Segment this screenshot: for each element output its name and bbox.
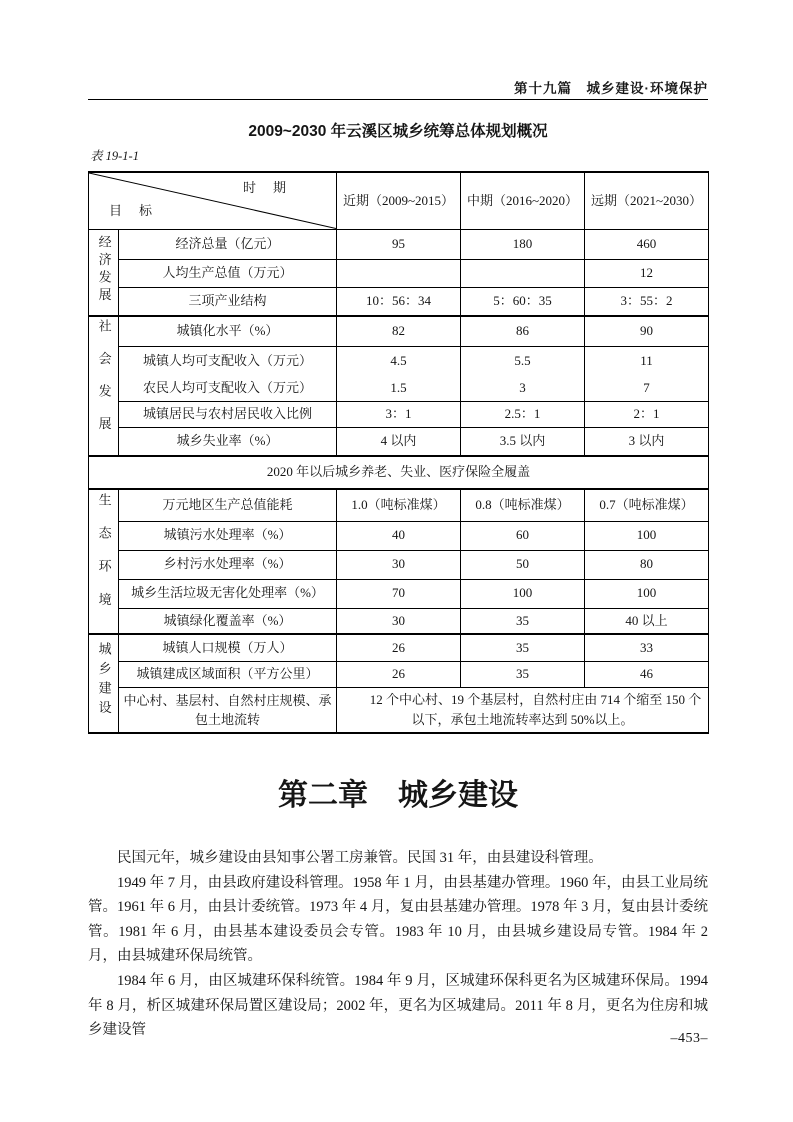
row-label: 城镇污水处理率（%） [119, 521, 337, 550]
planning-table-wrap [88, 171, 708, 734]
cell-value: 0.8（吨标准煤） [461, 489, 585, 521]
row-label: 城乡生活垃圾无害化处理率（%） [119, 579, 337, 608]
cell-value-double: 4.5 1.5 [337, 346, 461, 401]
row-label: 城镇建成区域面积（平方公里） [119, 661, 337, 687]
row-label-village: 中心村、基层村、自然村庄规模、承包土地流转 [119, 687, 337, 733]
cell-value: 0.7（吨标准煤） [585, 489, 709, 521]
category-construction: 城乡建设 [89, 634, 119, 733]
cell-value: 10：56：34 [337, 287, 461, 316]
table-number-label: 表 19-1-1 [90, 149, 139, 163]
cell-value: 60 [461, 521, 585, 550]
cell-value: 40 以上 [585, 608, 709, 634]
category-ecology: 生态环境 [89, 489, 119, 634]
diagonal-header-cell [89, 172, 337, 229]
cell-value: 2.5：1 [461, 401, 585, 427]
body-text [88, 846, 708, 1043]
diagonal-line [89, 173, 336, 229]
row-label: 城镇绿化覆盖率（%） [119, 608, 337, 634]
row-label: 经济总量（亿元） [119, 229, 337, 259]
cell-value: 86 [461, 316, 585, 346]
paragraph-1: 民国元年，城乡建设由县知事公署工房兼管。民国 31 年，由县建设科管理。 [117, 850, 603, 866]
period-header-mid: 中期（2016~2020） [461, 172, 585, 229]
cell-value: 70 [337, 579, 461, 608]
cell-value: 82 [337, 316, 461, 346]
row-label: 三项产业结构 [119, 287, 337, 316]
cell-value-double: 5.5 3 [461, 346, 585, 401]
cell-value: 4 以内 [337, 427, 461, 456]
cell-value: 3.5 以内 [461, 427, 585, 456]
chapter-title: 第二章 城乡建设 [278, 779, 518, 812]
category-society: 社会发展 [89, 316, 119, 456]
cell-value: 180 [461, 229, 585, 259]
cell-value: 1.0（吨标准煤） [337, 489, 461, 521]
cell-value: 80 [585, 550, 709, 579]
paragraph-3: 1984 年 6 月，由区城建环保科统管。1984 年 9 月，区城建环保科更名为区城建环保局。1994 年 8 月，析区城建环保局置区建设局；2002 年，更名为区城建局。2011 年 8 月，更名为住房和城乡建设管 [88, 972, 708, 1039]
cell-value: 26 [337, 634, 461, 661]
village-merged-cell: 12 个中心村、19 个基层村，自然村庄由 714 个缩至 150 个以下，承包土地流转率达到 50%以上。 [337, 687, 709, 733]
cell-value: 100 [461, 579, 585, 608]
corner-label-target: 目 标 [109, 203, 155, 219]
planning-table [88, 171, 709, 734]
row-label: 城镇居民与农村居民收入比例 [119, 401, 337, 427]
table-title: 2009~2030 年云溪区城乡统筹总体规划概况 [248, 123, 548, 140]
period-header-near: 近期（2009~2015） [337, 172, 461, 229]
category-economy: 经济发展 [89, 229, 119, 316]
cell-value: 50 [461, 550, 585, 579]
row-label-double: 城镇人均可支配收入（万元） 农民人均可支配收入（万元） [119, 346, 337, 401]
cell-value: 100 [585, 579, 709, 608]
insurance-note: 2020 年以后城乡养老、失业、医疗保险全履盖 [89, 456, 709, 489]
running-header: 第十九篇 城乡建设·环境保护 [514, 81, 708, 96]
period-header-far: 远期（2021~2030） [585, 172, 709, 229]
cell-value: 3 以内 [585, 427, 709, 456]
cell-value: 35 [461, 608, 585, 634]
cell-value: 46 [585, 661, 709, 687]
cell-value: 3：1 [337, 401, 461, 427]
cell-value: 100 [585, 521, 709, 550]
cell-value: 30 [337, 608, 461, 634]
cell-value-double: 11 7 [585, 346, 709, 401]
cell-value: 26 [337, 661, 461, 687]
cell-value: 460 [585, 229, 709, 259]
cell-value: 33 [585, 634, 709, 661]
cell-value: 30 [337, 550, 461, 579]
cell-value: 3：55：2 [585, 287, 709, 316]
row-label: 人均生产总值（万元） [119, 259, 337, 287]
cell-value: 35 [461, 661, 585, 687]
cell-value: 35 [461, 634, 585, 661]
paragraph-2: 1949 年 7 月，由县政府建设科管理。1958 年 1 月，由县基建办管理。1960 年，由县工业局统管。1961 年 6 月，由县计委统管。1973 年 4 月，复由县基建办管理。1978 年 3 月，复由县计委统管。1981 年 6 月，由县基本建设委员会专管。1983 年 10 月，由县城乡建设局专管。1984 年 2 月，由县城建环保局统管。 [88, 874, 708, 965]
row-label: 城镇化水平（%） [119, 316, 337, 346]
cell-value [461, 259, 585, 287]
cell-value: 90 [585, 316, 709, 346]
row-label: 城镇人口规模（万人） [119, 634, 337, 661]
cell-value: 95 [337, 229, 461, 259]
corner-label-time: 时 期 [242, 180, 288, 195]
cell-value [337, 259, 461, 287]
cell-value: 12 [585, 259, 709, 287]
page-number: –453– [670, 1031, 708, 1046]
cell-value: 40 [337, 521, 461, 550]
cell-value: 2：1 [585, 401, 709, 427]
row-label: 万元地区生产总值能耗 [119, 489, 337, 521]
row-label: 城乡失业率（%） [119, 427, 337, 456]
cell-value: 5：60：35 [461, 287, 585, 316]
header-rule [88, 99, 708, 100]
row-label: 乡村污水处理率（%） [119, 550, 337, 579]
